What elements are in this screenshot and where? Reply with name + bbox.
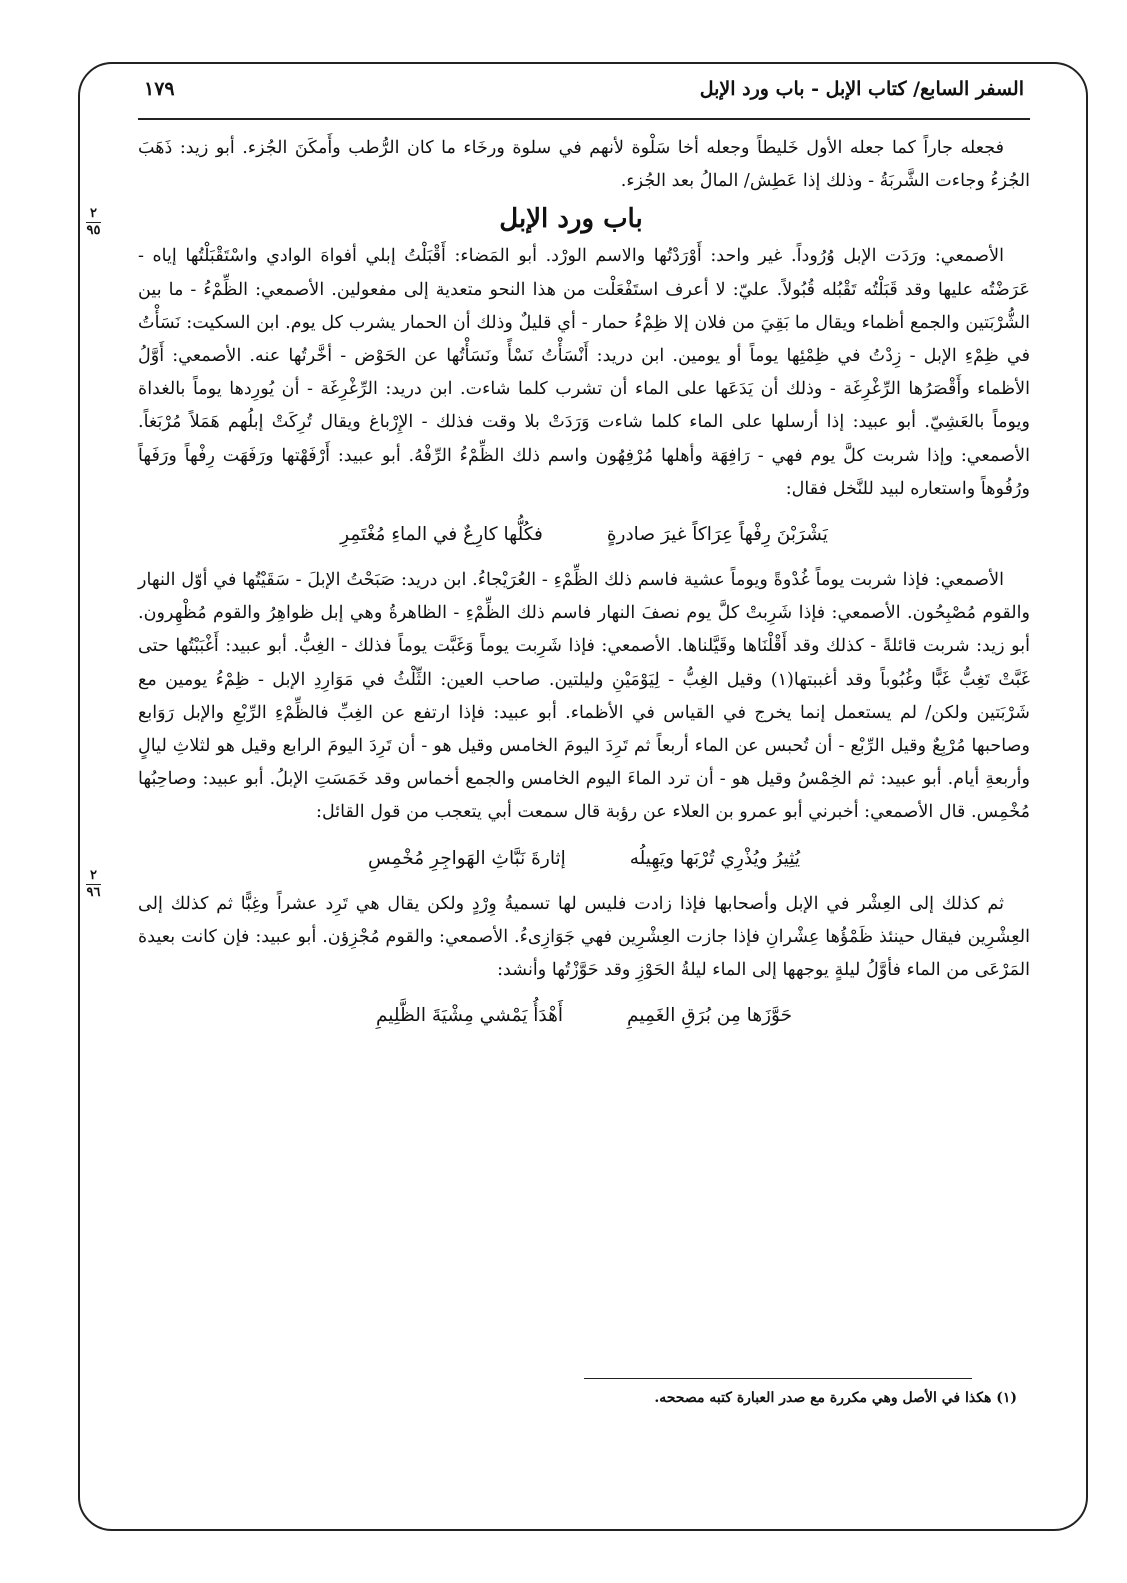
running-title: السفر السابع/ كتاب الإبل - باب ورد الإبل (699, 78, 1024, 100)
margin-reference: ٢ ٩٦ (86, 868, 101, 900)
paragraph: الأصمعي: ورَدَت الإبل وُرُوداً. غير واحد: أَوْرَدْتُها والاسم الورْد. أبو المَضاء: أَقْبَلْتُ إبلي أفواهَ الوادي واسْتَقْبَلْتُها إياه - عَرَضْتُه عليها وقد قَبَلْتُه تَقْبُله قُبُولاً. عليّ: لا أعرف استَفْعَلْت من هذا النحو متعدية إلى مفعولين. الأصمعي: الظِّمْءُ - ما بين الشُّرْبَتين والجمع أظماء ويقال ما بَقِيَ من فلان إلا ظِمْءُ حمار - أي قليلٌ وذلك أن الحمار يشرب كل يوم. ابن السكيت: نَسَأْتُ في ظِمْءِ الإبل - زِدْتُ في ظِمْئِها يوماً أو يومين. ابن دريد: أَنْسَأْتُ نَسْأً ونَسَأْتُها عن الحَوْض - أخَّرتُها عنه. الأصمعي: أَوَّلُ الأظماء وأَقْصَرُها الرِّغْرِغَة - وذلك أن يَدَعَها على الماء أن تشرب كلما شاءت. ابن دريد: الرِّغْرِغَة - أن يُورِدها يوماً بالغداة ويوماً بالعَشِيّ. أبو عبيد: إذا أرسلها على الماء كلما شاءت وَرَدَتْ بلا وقت فذلك - الإِرْباغ ويقال تُرِكَتْ إبلُهم هَمَلاً مُرْبَغاً. الأصمعي: وإذا شربت كلَّ يوم فهي - رَافِهَة وأهلها مُرْفِهُون واسم ذلك الظِّمْءُ الرِّفْهُ. أبو عبيد: أَرْفَهْتها ورَفَهَت رِفْهاً ورَفَهاً ورُفُوهاً واستعاره لبيد للنَّخل فقال: (138, 246, 1030, 499)
margin-reference: ٢ ٩٥ (86, 206, 101, 238)
paragraph: الأصمعي: فإذا شربت يوماً غُدْوةً ويوماً عشية فاسم ذلك الظِّمْءِ - العُرَيْجاءُ. ابن دريد: صَبَحْتُ الإبلَ - سَقَيْتُها في أوّل النهار والقوم مُصْبِحُون. الأصمعي: فإذا شَرِبتْ كلَّ يوم نصفَ النهار فاسم ذلك الظِّمْءِ - الظاهرةُ وهي إبل ظواهِرُ والقوم مُظْهِرون. أبو زيد: شربت قائلةً - كذلك وقد أَقْلْنَاها وقَيَّلناها. الأصمعي: فإذا شَرِبت يوماً وَغَبَّت يوماً فذلك - الغِبُّ. أبو عبيد: أَغْبَبْتُها حتى غَبَّتْ تَغِبُّ غَبًّا وغُبُوباً وقد أغببتها(١) وقيل الغِبُّ - لِيَوْمَيْنِ وليلتين. صاحب العين: الثِّلْثُ في مَوَارِدِ الإبل - ظِمْءُ يومين مع شَرْبَتين ولكن/ لم يستعمل إنما يخرج في القياس في الأظماء. أبو عبيد: فإذا ارتفع عن الغِبِّ فالظِّمْءِ الرِّبْعِ والإبل رَوَابع وصاحبها مُرْبِعٌ وقيل الرِّبْع - أن تُحبس عن الماء أربعاً ثم تَرِدَ اليومَ الخامس وقيل هو - أن تَرِدَ اليومَ الرابع وقيل هو لثلاثِ ليالٍ وأربعةِ أيام. أبو عبيد: ثم الخِمْسُ وقيل هو - أن ترد الماءَ اليوم الخامس والجمع أخماس وقد خَمَسَتِ الإبلُ. أبو عبيد: وصاحِبُها مُخْمِس. قال الأصمعي: أخبرني أبو عمرو بن العلاء عن رؤبة قال سمعت أبي يتعجب من قول القائل: (138, 570, 1030, 823)
page-number: ١٧٩ (144, 78, 175, 100)
footnote-rule (584, 1378, 972, 1379)
verse-hemistich-second: أَهْدَأُ يَمْشي مِشْيَةَ الظَّلِيمِ (376, 1005, 564, 1027)
verse-hemistich-first: يُثِيرُ ويُذْرِي تُرْبَها ويَهِيلُه (629, 847, 801, 869)
verse (138, 842, 1030, 876)
paragraph: فجعله جاراً كما جعله الأول خَليطاً وجعله أخا سَلْوة لأنهم في سلوة ورخَاء ما كان الرُّطب وأَمكَنَ الجُزء. أبو زيد: ذَهَبَ الجُزءُ وجاءت الشَّربَةُ - وذلك إذا عَطِش/ المالُ بعد الجُزء. (138, 138, 1030, 192)
verse-hemistich-first: يَشْرَبْنَ رِفْهاً عِرَاكاً غيرَ صادرةٍ (606, 524, 828, 546)
verse-hemistich-first: حَوَّزَها مِن بُرَقِ الغَمِيمِ (627, 1005, 793, 1027)
main-text (138, 132, 1030, 1033)
verse-hemistich-second: إثارةَ نَبَّاثِ الهَواجِرِ مُخْمِسِ (367, 847, 566, 869)
paragraph: ثم كذلك إلى العِشْر في الإبل وأصحابها فإذا زادت فليس لها تسميةُ وِرْدٍ ولكن يقال هي تَرِد عشراً وغِبًّا ثم كذلك إلى العِشْرِين فيقال حينئذ ظَمْؤُها عِشْرانِ فإذا جازت العِشْرِين فهي جَوَازِىءُ. الأصمعي: والقوم مُجْزِؤن. أبو عبيد: فإن كانت بعيدة المَرْعَى من الماء فأوَّلُ ليلةٍ يوجهها إلى الماء ليلةُ الحَوْزِ وقد حَوَّزْتُها وأنشد: (138, 893, 1030, 981)
verse (138, 999, 1030, 1033)
section-title: باب ورد الإبل (499, 204, 643, 235)
verse (138, 518, 1030, 552)
running-header (138, 78, 1030, 120)
page-content (138, 78, 1030, 1045)
verse-hemistich-second: فكُلُّها كارِعٌ في الماءِ مُغْتَمِرِ (340, 524, 543, 546)
footnote: (١) هكذا في الأصل وهي مكررة مع صدر العبارة كتبه مصححه. (654, 1390, 1017, 1406)
